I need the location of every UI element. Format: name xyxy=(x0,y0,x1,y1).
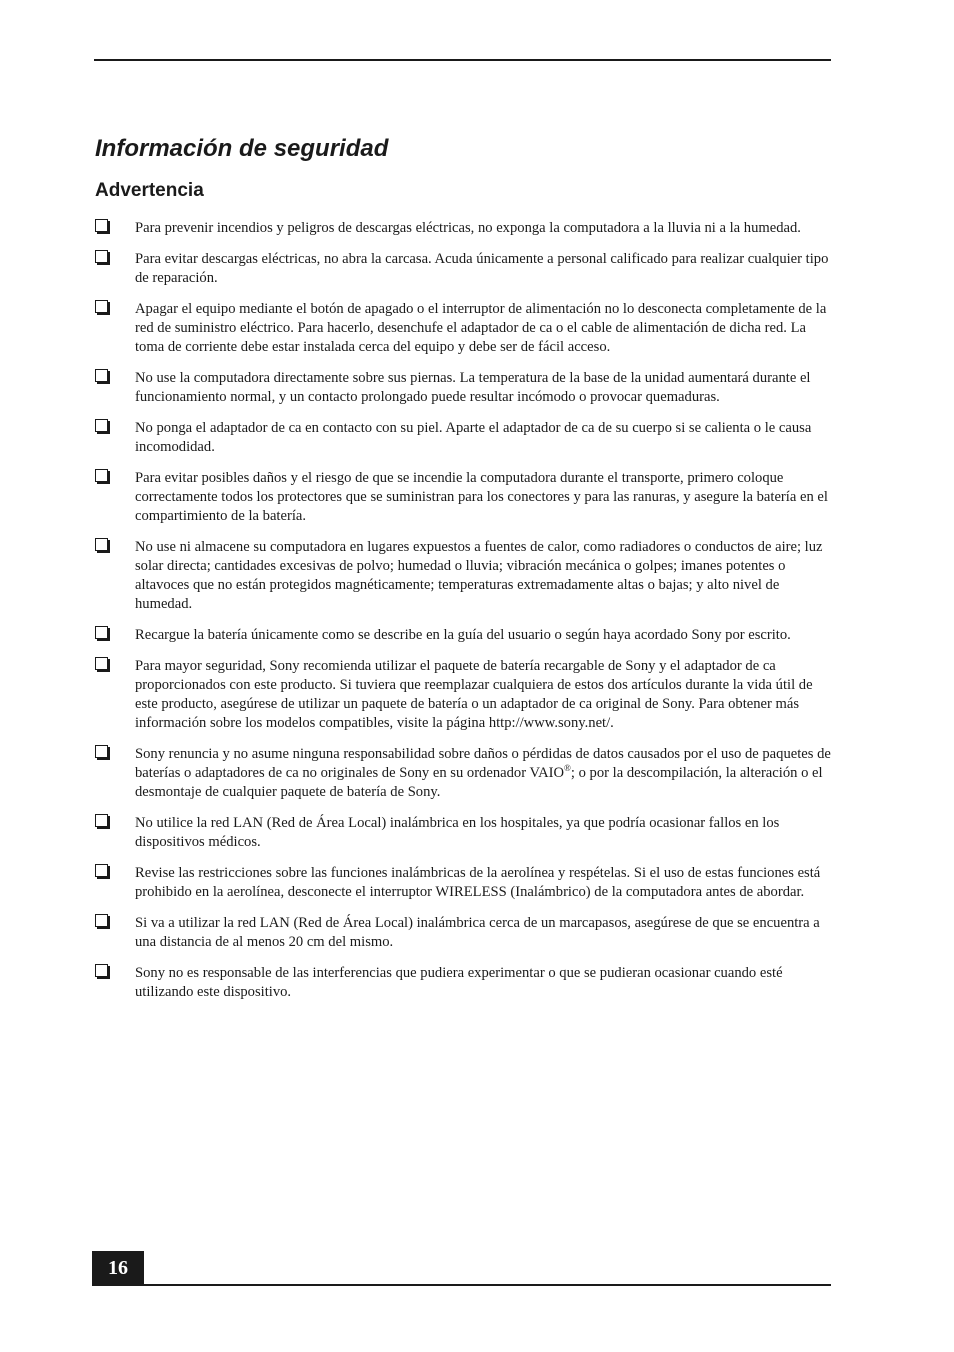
warning-item xyxy=(94,864,831,902)
warning-text: No use ni almacene su computadora en lugares expuestos a fuentes de calor, como radiadores o conductos de aire; luz solar directa; cantidades excesivas de polvo; humedad o lluvia; vibración mecánica o golpes; imanes potentes o altavoces que no están protegidos magnéticamente; temperaturas extremadamente altas o bajas; y alto nivel de humedad. xyxy=(135,539,823,612)
checkbox-bullet-icon xyxy=(95,419,108,432)
warning-item xyxy=(94,914,831,952)
warning-item xyxy=(94,469,831,526)
warning-item xyxy=(94,538,831,614)
warning-text: No ponga el adaptador de ca en contacto con su piel. Aparte el adaptador de ca de su cuerpo si se calienta o le causa incomodidad. xyxy=(135,420,812,455)
warning-text: Apagar el equipo mediante el botón de apagado o el interruptor de alimentación no lo desconecta completamente de la red de suministro eléctrico. Para hacerlo, desenchufe el adaptador de ca o el cable de alimentación de dicha red. La toma de corriente debe estar instalada cerca del equipo y debe ser de fácil acceso. xyxy=(135,301,827,355)
warning-text: Si va a utilizar la red LAN (Red de Área Local) inalámbrica cerca de un marcapasos, asegúrese de que se encuentra a una distancia de al menos 20 cm del mismo. xyxy=(135,915,820,950)
warning-item xyxy=(94,300,831,357)
warning-item xyxy=(94,369,831,407)
checkbox-bullet-icon xyxy=(95,469,108,482)
header-rule xyxy=(94,59,831,61)
checkbox-bullet-icon xyxy=(95,914,108,927)
warning-text: No use la computadora directamente sobre sus piernas. La temperatura de la base de la unidad aumentará durante el funcionamiento normal, y un contacto prolongado puede resultar incómodo o provocar quemaduras. xyxy=(135,370,811,405)
warning-text: Para mayor seguridad, Sony recomienda utilizar el paquete de batería recargable de Sony y el adaptador de ca proporcionados con este producto. Si tuviera que reemplazar cualquiera de estos dos artículos durante la vida útil de este producto, asegúrese de utilizar un paquete de batería o un adaptador de ca original de Sony. Para obtener más información sobre los modelos compatibles, visite la página http://www.sony.net/. xyxy=(135,658,813,731)
registered-mark: ® xyxy=(564,763,571,774)
warning-list xyxy=(94,219,831,1014)
checkbox-bullet-icon xyxy=(95,964,108,977)
warning-text xyxy=(135,745,831,802)
subsection-title: Advertencia xyxy=(95,180,204,201)
warning-text-part: ; o por la descompilación, la alteración o el desmontaje de cualquier paquete de batería de Sony. xyxy=(135,765,823,800)
footer-rule xyxy=(92,1284,831,1286)
checkbox-bullet-icon xyxy=(95,300,108,313)
checkbox-bullet-icon xyxy=(95,626,108,639)
warning-text: No utilice la red LAN (Red de Área Local) inalámbrica en los hospitales, ya que podría ocasionar fallos en los dispositivos médicos. xyxy=(135,815,780,850)
checkbox-bullet-icon xyxy=(95,745,108,758)
checkbox-bullet-icon xyxy=(95,864,108,877)
warning-text: Para evitar descargas eléctricas, no abra la carcasa. Acuda únicamente a personal calificado para realizar cualquier tipo de reparación. xyxy=(135,251,829,286)
page-number: 16 xyxy=(92,1251,144,1286)
warning-item xyxy=(94,657,831,733)
warning-text: Sony no es responsable de las interferencias que pudiera experimentar o que se pudieran ocasionar cuando esté utilizando este dispositivo. xyxy=(135,965,783,1000)
checkbox-bullet-icon xyxy=(95,538,108,551)
checkbox-bullet-icon xyxy=(95,369,108,382)
warning-item xyxy=(94,745,831,802)
warning-item xyxy=(94,250,831,288)
checkbox-bullet-icon xyxy=(95,219,108,232)
warning-item xyxy=(94,814,831,852)
warning-text: Para evitar posibles daños y el riesgo de que se incendie la computadora durante el transporte, primero coloque correctamente todos los protectores que se suministran para los conectores y para las ranuras, y asegure la batería en el compartimiento de la batería. xyxy=(135,470,828,524)
warning-text: Recargue la batería únicamente como se describe en la guía del usuario o según haya acordado Sony por escrito. xyxy=(135,627,791,643)
warning-text: Revise las restricciones sobre las funciones inalámbricas de la aerolínea y respételas. Si el uso de estas funciones está prohibido en la aerolínea, desconecte el interruptor WIRELESS (Inalámbrico) de la computadora antes de abordar. xyxy=(135,865,821,900)
warning-item xyxy=(94,964,831,1002)
warning-item xyxy=(94,219,831,238)
warning-item xyxy=(94,626,831,645)
checkbox-bullet-icon xyxy=(95,250,108,263)
checkbox-bullet-icon xyxy=(95,814,108,827)
warning-text: Para prevenir incendios y peligros de descargas eléctricas, no exponga la computadora a la lluvia ni a la humedad. xyxy=(135,220,801,236)
section-title: Información de seguridad xyxy=(95,135,389,162)
warning-text-part: Sony renuncia y no asume ninguna responsabilidad sobre daños o pérdidas de datos causados por el uso de paquetes de baterías o adaptadores de ca no originales de Sony en su ordenador VAIO xyxy=(135,746,831,781)
warning-item xyxy=(94,419,831,457)
checkbox-bullet-icon xyxy=(95,657,108,670)
